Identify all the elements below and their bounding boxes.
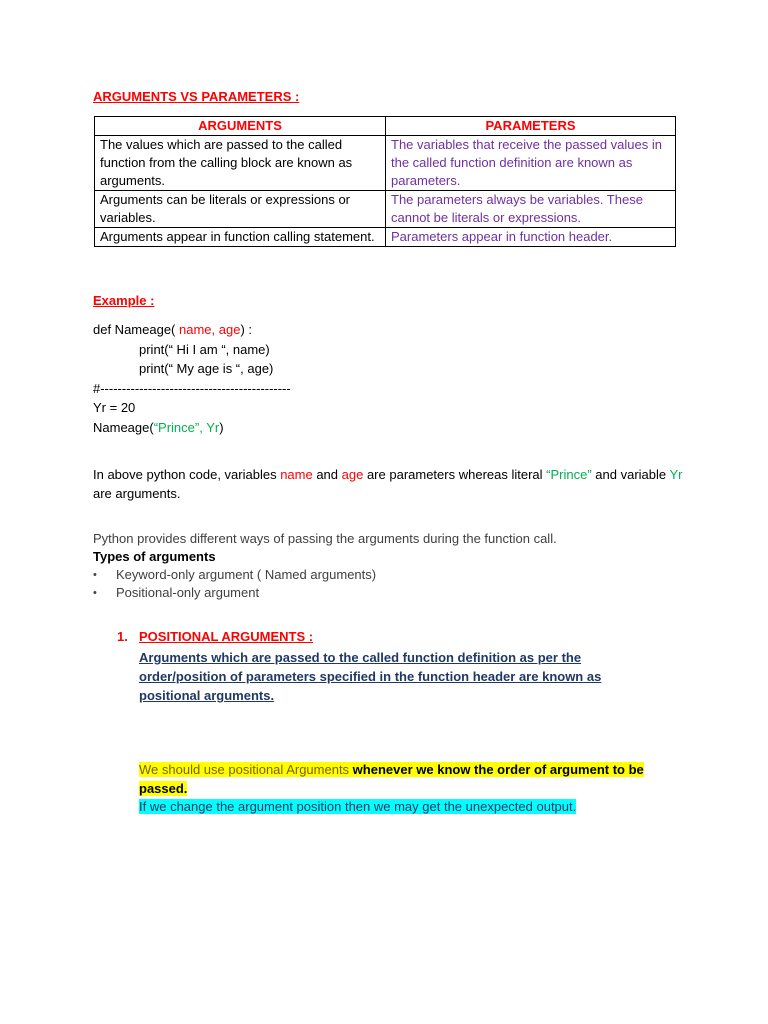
- code-params: name, age: [179, 322, 241, 337]
- table-cell-parameter: The variables that receive the passed values in the called function definition are known as parameters.: [386, 136, 676, 191]
- section-definition: Arguments which are passed to the called function definition as per the order/position of parameters specified in the function header are known as positional arguments.: [139, 650, 602, 703]
- comparison-table: [94, 116, 676, 247]
- code-line: print(“ Hi I am “, name): [139, 341, 270, 357]
- table-header-row: [95, 117, 676, 136]
- explain-text: are arguments.: [93, 486, 181, 501]
- note-text: We should use positional Arguments: [139, 762, 353, 777]
- code-text: Nameage(: [93, 419, 154, 435]
- list-item-text: Positional-only argument: [116, 585, 260, 600]
- table-cell-argument: The values which are passed to the called function from the calling block are known as arguments.: [95, 136, 386, 191]
- table-cell-parameter: The parameters always be variables. These cannot be literals or expressions.: [386, 191, 676, 228]
- section-number: 1.: [117, 629, 128, 644]
- note-highlighted-cyan: [139, 798, 679, 817]
- table-header-parameters: PARAMETERS: [386, 117, 676, 136]
- explain-param-name: name: [280, 467, 313, 482]
- usage-notes: [139, 761, 679, 817]
- table-cell-parameter: Parameters appear in function header.: [386, 228, 676, 247]
- list-item: [93, 566, 693, 584]
- code-example: [93, 320, 291, 437]
- code-line: [93, 320, 291, 340]
- table-row: [95, 136, 676, 191]
- example-label: Example :: [93, 293, 155, 308]
- explain-text: and variable: [591, 467, 670, 482]
- table-cell-argument: Arguments appear in function calling statement.: [95, 228, 386, 247]
- note-text-bold: whenever we know the order of argument to be passed.: [139, 762, 644, 796]
- code-args: “Prince”, Yr: [153, 419, 220, 435]
- code-text: ): [219, 419, 224, 435]
- table-row: [95, 191, 676, 228]
- code-line: [93, 418, 291, 438]
- bullet-icon: •: [93, 587, 97, 599]
- table-cell-argument: Arguments can be literals or expressions or variables.: [95, 191, 386, 228]
- list-item: [93, 584, 693, 602]
- explain-arg-variable: Yr: [669, 467, 683, 482]
- table-header-arguments: ARGUMENTS: [95, 117, 386, 136]
- types-title: Types of arguments: [93, 549, 216, 564]
- intro-text: Python provides different ways of passing the arguments during the function call.: [93, 531, 557, 546]
- section-title: POSITIONAL ARGUMENTS :: [139, 629, 314, 644]
- table-row: [95, 228, 676, 247]
- code-text: ) :: [240, 322, 252, 337]
- explain-arg-literal: “Prince”: [546, 467, 592, 482]
- code-line: print(“ My age is “, age): [139, 361, 274, 376]
- explanation-paragraph: [93, 465, 683, 503]
- list-item-text: Keyword-only argument ( Named arguments): [116, 567, 377, 582]
- explain-param-age: age: [341, 467, 364, 482]
- explain-text: In above python code, variables: [93, 467, 281, 482]
- note-highlighted-yellow: [139, 761, 679, 798]
- bullet-icon: •: [93, 569, 97, 581]
- types-intro: [93, 530, 693, 602]
- explain-text: and: [312, 467, 342, 482]
- page-heading: ARGUMENTS VS PARAMETERS :: [93, 89, 300, 104]
- code-line: Yr = 20: [93, 400, 136, 415]
- code-text: def Nameage(: [93, 322, 179, 337]
- code-line: #--------------------------------------------: [93, 380, 291, 396]
- explain-text: are parameters whereas literal: [363, 467, 547, 482]
- note-text: If we change the argument position then we may get the unexpected output.: [139, 799, 577, 814]
